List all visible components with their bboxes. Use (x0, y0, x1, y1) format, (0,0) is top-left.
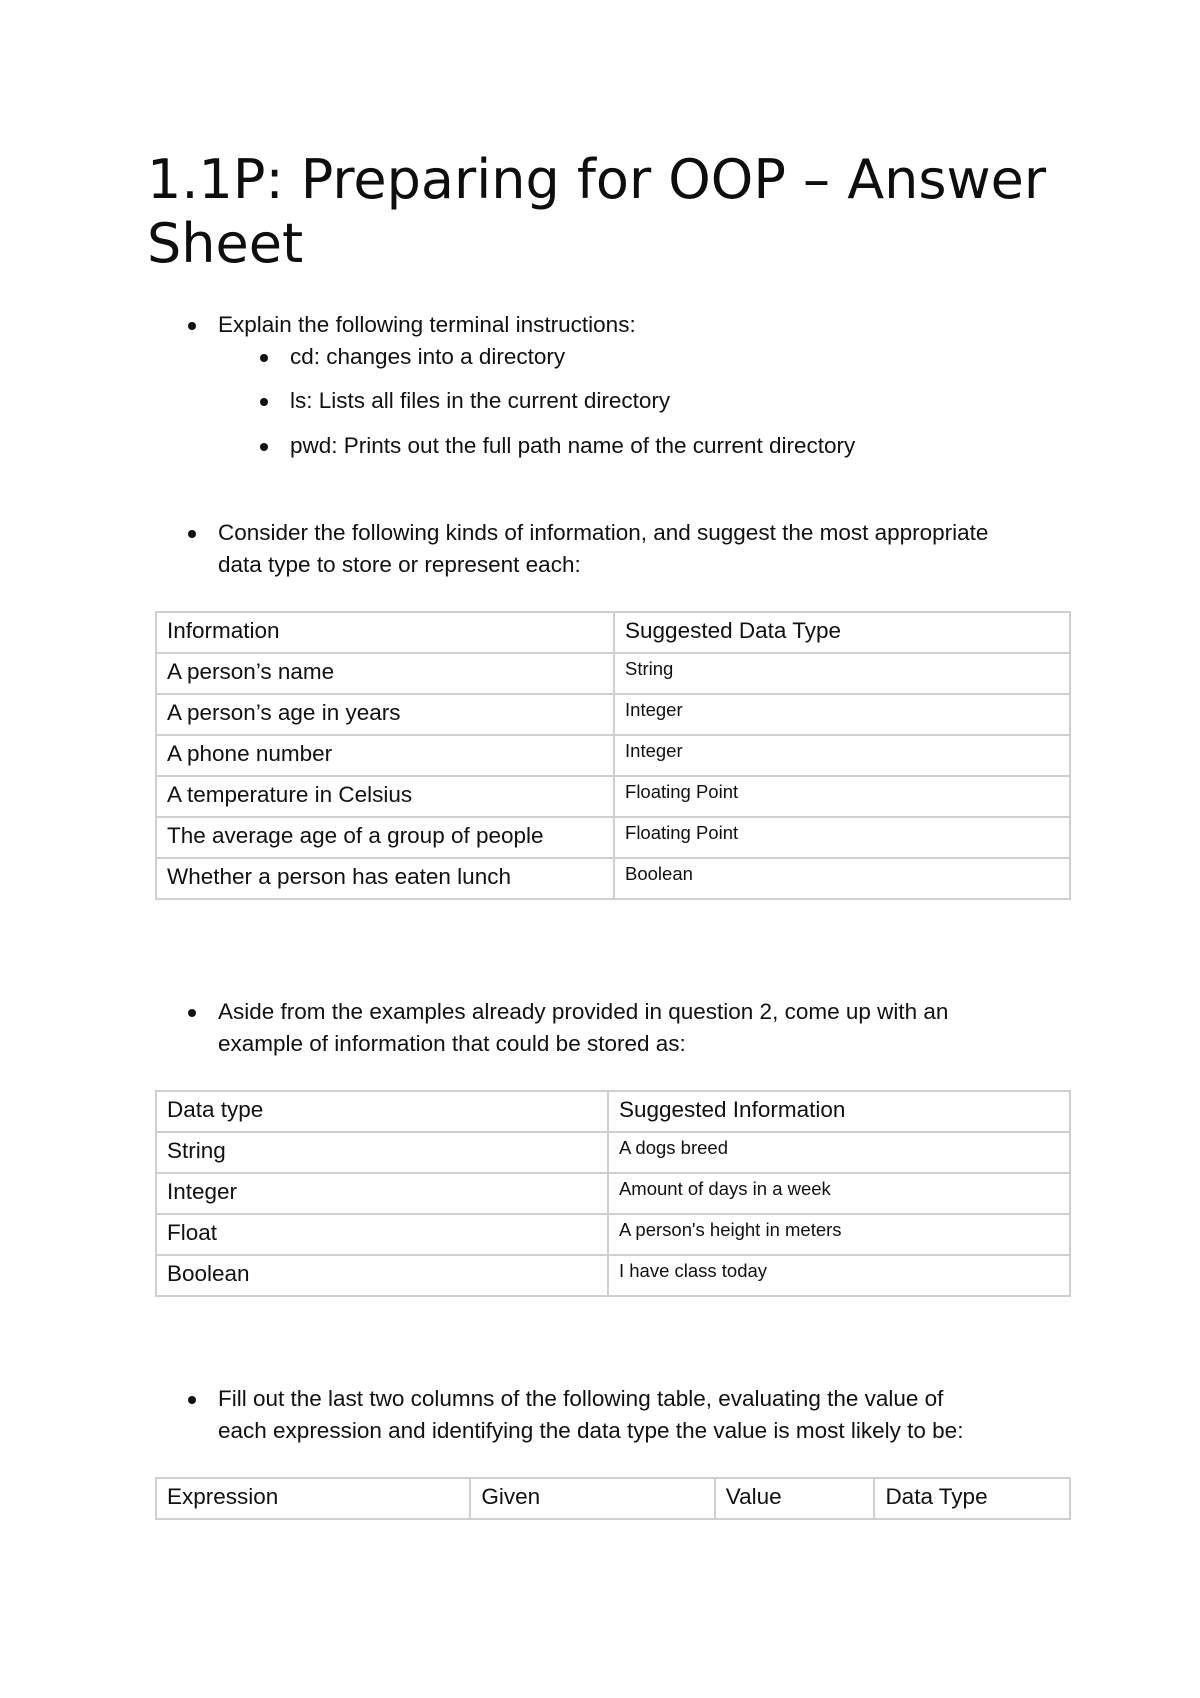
q3-type-cell: Float (156, 1214, 608, 1255)
q4-prompt-line2: each expression and identifying the data type the value is most likely to be: (218, 1418, 964, 1443)
table-row (156, 653, 1070, 694)
q2-table-header-row (156, 612, 1070, 653)
q3-info-cell: A person's height in meters (608, 1214, 1070, 1255)
table-row (156, 735, 1070, 776)
q3-info-cell: A dogs breed (608, 1132, 1070, 1173)
q1-item-pwd: pwd: Prints out the full path name of the current directory (290, 429, 855, 462)
q3-info-cell: Amount of days in a week (608, 1173, 1070, 1214)
q3-table (155, 1090, 1071, 1297)
q2-prompt-line2: data type to store or represent each: (218, 552, 581, 577)
q1-item-cd: cd: changes into a directory (290, 340, 565, 373)
q4-prompt-line1: Fill out the last two columns of the following table, evaluating the value of (218, 1382, 943, 1415)
q4-header-data-type: Data Type (874, 1478, 1070, 1519)
q2-type-cell: Integer (614, 735, 1070, 776)
table-row (156, 1255, 1070, 1296)
q4-table-header-row (156, 1478, 1070, 1519)
q2-info-cell: A phone number (156, 735, 614, 776)
q3-info-cell: I have class today (608, 1255, 1070, 1296)
q3-type-cell: String (156, 1132, 608, 1173)
q2-header-information: Information (156, 612, 614, 653)
q4-table (155, 1477, 1071, 1520)
q3-prompt-line2: example of information that could be stored as: (218, 1031, 686, 1056)
q3-type-cell: Boolean (156, 1255, 608, 1296)
q2-type-cell: Boolean (614, 858, 1070, 899)
table-row (156, 858, 1070, 899)
table-row (156, 1132, 1070, 1173)
q4-header-value: Value (715, 1478, 875, 1519)
table-row (156, 776, 1070, 817)
page-title: 1.1P: Preparing for OOP – Answer Sheet (147, 148, 1047, 275)
q2-type-cell: Floating Point (614, 776, 1070, 817)
q3-table-header-row (156, 1091, 1070, 1132)
q1-prompt: Explain the following terminal instructions: (218, 308, 636, 341)
q2-table (155, 611, 1071, 900)
table-row (156, 1173, 1070, 1214)
q3-header-data-type: Data type (156, 1091, 608, 1132)
q3-type-cell: Integer (156, 1173, 608, 1214)
table-row (156, 1214, 1070, 1255)
q4-header-given: Given (470, 1478, 714, 1519)
q2-prompt-line1: Consider the following kinds of information, and suggest the most appropriate (218, 516, 988, 549)
q3-header-suggested-info: Suggested Information (608, 1091, 1070, 1132)
q2-info-cell: A person’s age in years (156, 694, 614, 735)
q2-type-cell: Integer (614, 694, 1070, 735)
q2-info-cell: The average age of a group of people (156, 817, 614, 858)
table-row (156, 694, 1070, 735)
q1-item-ls: ls: Lists all files in the current directory (290, 384, 670, 417)
table-row (156, 817, 1070, 858)
q2-info-cell: A temperature in Celsius (156, 776, 614, 817)
q2-info-cell: Whether a person has eaten lunch (156, 858, 614, 899)
q3-prompt-line1: Aside from the examples already provided in question 2, come up with an (218, 995, 948, 1028)
q2-info-cell: A person’s name (156, 653, 614, 694)
q2-type-cell: String (614, 653, 1070, 694)
q2-header-suggested-type: Suggested Data Type (614, 612, 1070, 653)
q2-type-cell: Floating Point (614, 817, 1070, 858)
q4-header-expression: Expression (156, 1478, 470, 1519)
